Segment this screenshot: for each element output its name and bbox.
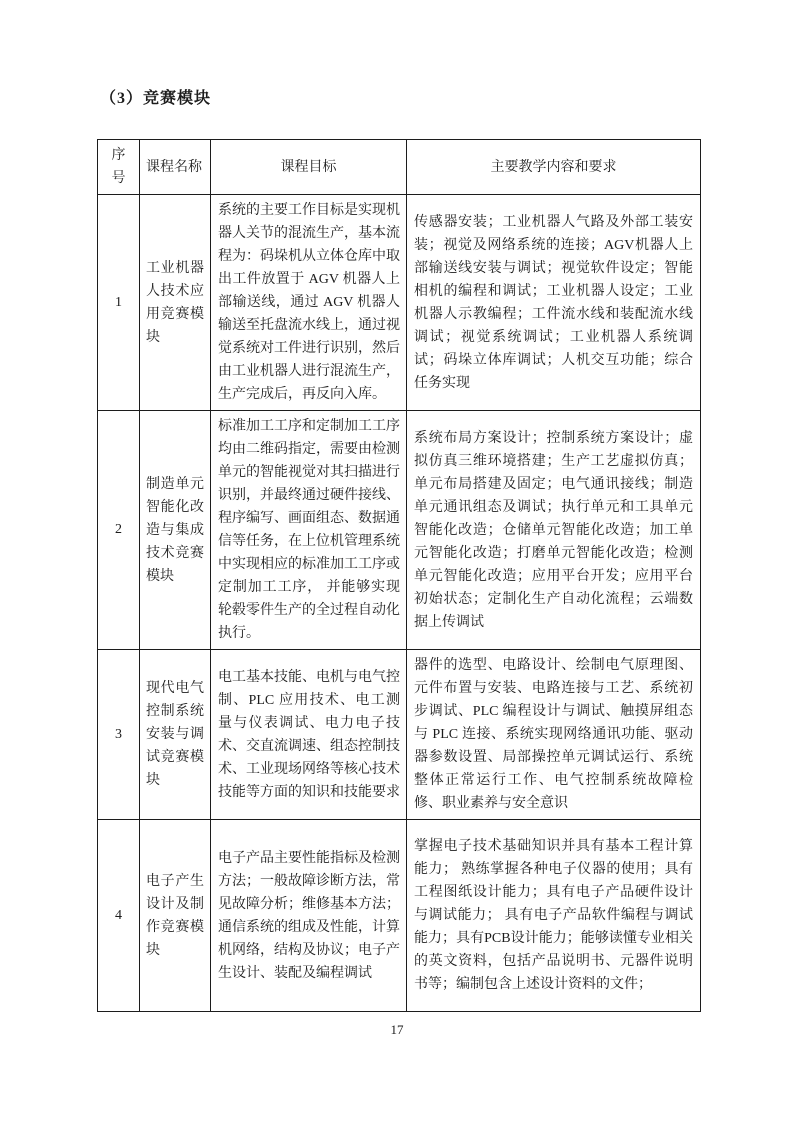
cell-teaching-content: 器件的选型、电路设计、绘制电气原理图、元件布置与安装、电路连接与工艺、系统初步调试、PLC 编程设计与调试、触摸屏组态与 PLC 连接、系统实现网络通讯功能、驱动器参数设置、局部操控单元调试运行、系统整体正常运行工作、电气控制系统故障检修、职业素养与安全意识 <box>407 650 701 820</box>
page-title: （3）竞赛模块 <box>100 90 212 107</box>
cell-course-objective: 系统的主要工作目标是实现机器人关节的混流生产，基本流程为：码垛机从立体仓库中取出工件放置于 AGV 机器人上部输送线，通过 AGV 机器人输送至托盘流水线上，通过视觉系统对工件进行识别，然后由工业机器人进行混流生产，生产完成后，再反向入库。 <box>211 195 407 411</box>
cell-course-name: 工业机器人技术应用竞赛模块 <box>140 195 211 411</box>
table-row <box>98 195 701 411</box>
cell-course-name: 制造单元智能化改造与集成技术竞赛模块 <box>140 411 211 650</box>
cell-serial-number: 4 <box>98 820 140 1012</box>
header-course-objective: 课程目标 <box>211 140 407 195</box>
header-teaching-content: 主要教学内容和要求 <box>407 140 701 195</box>
cell-course-objective: 电工基本技能、电机与电气控制、PLC 应用技术、电工测量与仪表调试、电力电子技术、交直流调速、组态控制技术、工业现场网络等核心技术技能等方面的知识和技能要求 <box>211 650 407 820</box>
header-serial-number: 序号 <box>98 140 140 195</box>
cell-course-name: 电子产生设计及制作竞赛模块 <box>140 820 211 1012</box>
cell-serial-number: 1 <box>98 195 140 411</box>
course-table <box>97 139 701 1012</box>
cell-teaching-content: 系统布局方案设计；控制系统方案设计；虚拟仿真三维环境搭建；生产工艺虚拟仿真；单元布局搭建及固定；电气通讯接线；制造单元通讯组态及调试；执行单元和工具单元智能化改造；仓储单元智能化改造；加工单元智能化改造；打磨单元智能化改造；检测单元智能化改造；应用平台开发；应用平台初始状态；定制化生产自动化流程；云端数据上传调试 <box>407 411 701 650</box>
header-row <box>98 140 701 195</box>
cell-serial-number: 3 <box>98 650 140 820</box>
table-row <box>98 650 701 820</box>
page-number: 17 <box>390 1022 404 1037</box>
table-row <box>98 411 701 650</box>
cell-teaching-content: 传感器安装；工业机器人气路及外部工装安装；视觉及网络系统的连接；AGV机器人上部输送线安装与调试；视觉软件设定；智能相机的编程和调试；工业机器人设定；工业机器人示教编程；工件流水线和装配流水线调试；视觉系统调试；工业机器人系统调试；码垛立体库调试；人机交互功能；综合任务实现 <box>407 195 701 411</box>
table-row <box>98 820 701 1012</box>
cell-course-objective: 电子产品主要性能指标及检测方法；一般故障诊断方法，常见故障分析；维修基本方法；通信系统的组成及性能，计算机网络，结构及协议；电子产生设计、装配及编程调试 <box>211 820 407 1012</box>
cell-serial-number: 2 <box>98 411 140 650</box>
header-course-name: 课程名称 <box>140 140 211 195</box>
cell-course-objective: 标准加工工序和定制加工工序均由二维码指定，需要由检测单元的智能视觉对其扫描进行识别，并最终通过硬件接线、程序编写、画面组态、数据通信等任务，在上位机管理系统中实现相应的标准加工工序或定制加工工序， 并能够实现轮毂零件生产的全过程自动化执行。 <box>211 411 407 650</box>
table-header <box>98 140 701 195</box>
cell-course-name: 现代电气控制系统安装与调试竞赛模块 <box>140 650 211 820</box>
cell-teaching-content: 掌握电子技术基础知识并具有基本工程计算能力； 熟练掌握各种电子仪器的使用；具有工程图纸设计能力；具有电子产品硬件设计与调试能力； 具有电子产品软件编程与调试能力；具有PCB设计能力；能够读懂专业相关的英文资料，包括产品说明书、元器件说明书等；编制包含上述设计资料的文件； <box>407 820 701 1012</box>
